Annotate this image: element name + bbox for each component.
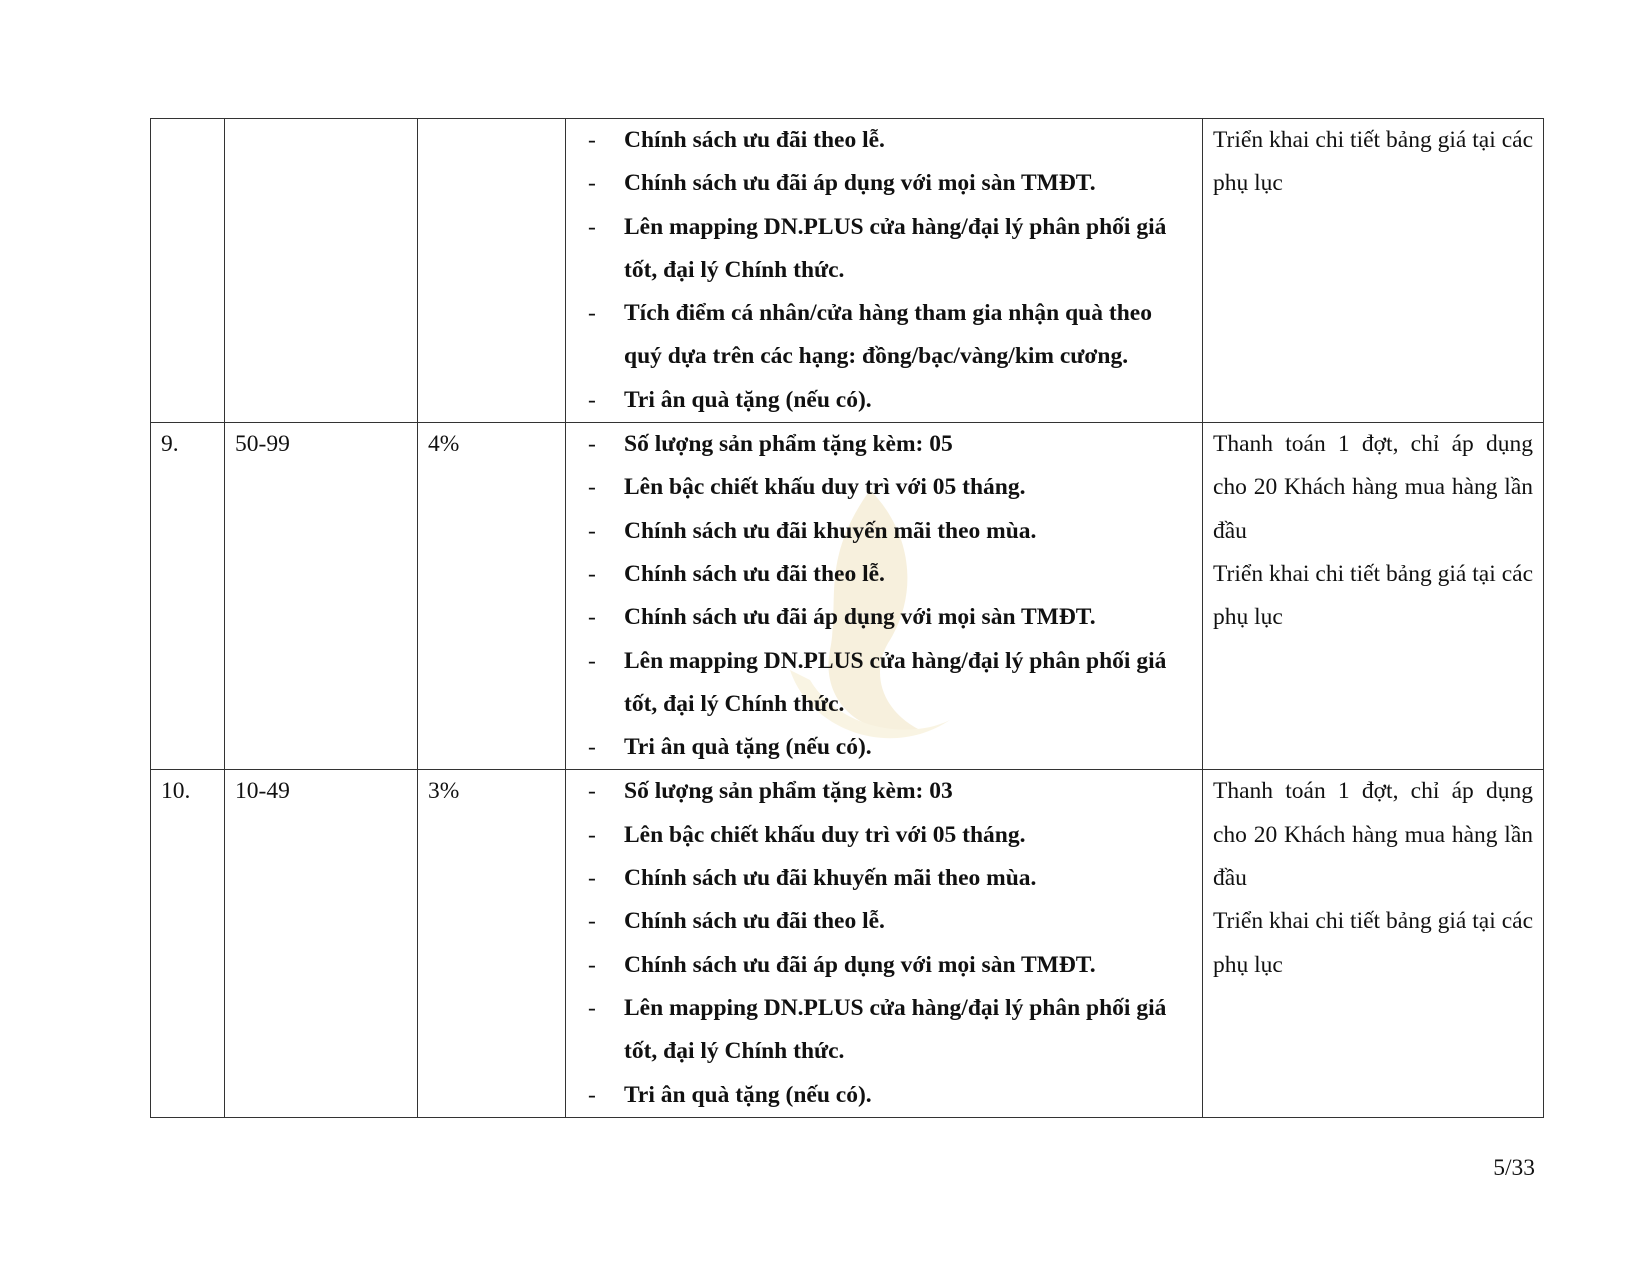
policy-item — [576, 770, 1192, 813]
percent-cell: 3% — [418, 770, 566, 1117]
dash-bullet-icon: - — [588, 865, 596, 892]
policy-table — [150, 118, 1544, 1118]
policy-text: Số lượng sản phẩm tặng kèm: 03 — [624, 778, 953, 805]
dash-bullet-icon: - — [588, 127, 596, 153]
policy-cell — [566, 119, 1203, 423]
percent-cell — [418, 119, 566, 423]
note-cell — [1203, 770, 1544, 1117]
policy-item — [576, 466, 1192, 509]
policy-cell — [566, 423, 1203, 770]
policy-item — [576, 596, 1192, 639]
policy-item — [576, 726, 1192, 769]
dash-bullet-icon: - — [588, 474, 596, 501]
policy-item — [576, 292, 1192, 379]
dash-bullet-icon: - — [588, 994, 596, 1021]
policy-item — [576, 857, 1192, 900]
policy-text: Chính sách ưu đãi áp dụng với mọi sàn TMĐT. — [624, 604, 1096, 631]
policy-text: Chính sách ưu đãi theo lễ. — [624, 127, 885, 153]
policy-text: Số lượng sản phẩm tặng kèm: 05 — [624, 431, 953, 458]
policy-item — [576, 162, 1192, 205]
stt-cell: 10. — [151, 770, 225, 1117]
policy-text: Tri ân quà tặng (nếu có). — [624, 1081, 872, 1108]
dash-bullet-icon: - — [588, 821, 596, 848]
policy-item — [576, 379, 1192, 422]
policy-item — [576, 119, 1192, 162]
policy-text: Lên mapping DN.PLUS cửa hàng/đại lý phân phối giá tốt, đại lý Chính thức. — [624, 647, 1167, 717]
note-text: Triển khai chi tiết bảng giá tại các phụ lục — [1213, 127, 1533, 197]
policy-list — [576, 770, 1192, 1116]
policy-text: Chính sách ưu đãi theo lễ. — [624, 908, 885, 935]
policy-text: Tích điểm cá nhân/cửa hàng tham gia nhận quà theo quý dựa trên các hạng: đồng/bạc/vàng/kim cương. — [624, 300, 1152, 370]
dash-bullet-icon: - — [588, 431, 596, 458]
policy-text: Lên bậc chiết khấu duy trì với 05 tháng. — [624, 474, 1026, 501]
policy-cell — [566, 770, 1203, 1117]
note-cell — [1203, 423, 1544, 770]
dash-bullet-icon: - — [588, 170, 596, 197]
percent-cell: 4% — [418, 423, 566, 770]
policy-list — [576, 119, 1192, 422]
policy-text: Lên mapping DN.PLUS cửa hàng/đại lý phân phối giá tốt, đại lý Chính thức. — [624, 994, 1167, 1065]
policy-text: Lên mapping DN.PLUS cửa hàng/đại lý phân phối giá tốt, đại lý Chính thức. — [624, 213, 1167, 283]
policy-item — [576, 423, 1192, 466]
note-text: Thanh toán 1 đợt, chỉ áp dụng cho 20 Khách hàng mua hàng lần đầu — [1213, 778, 1533, 892]
quantity-cell — [225, 119, 418, 423]
quantity-cell: 50-99 — [225, 423, 418, 770]
dash-bullet-icon: - — [588, 778, 596, 805]
dash-bullet-icon: - — [588, 300, 596, 327]
dash-bullet-icon: - — [588, 734, 596, 761]
policy-item — [576, 640, 1192, 727]
quantity-cell: 10-49 — [225, 770, 418, 1117]
policy-item — [576, 944, 1192, 987]
policy-item — [576, 206, 1192, 293]
table-row — [151, 770, 1544, 1117]
dash-bullet-icon: - — [588, 517, 596, 544]
note-cell — [1203, 119, 1544, 423]
note-text: Triển khai chi tiết bảng giá tại các phụ lục — [1213, 560, 1533, 631]
policy-text: Chính sách ưu đãi áp dụng với mọi sàn TMĐT. — [624, 951, 1096, 978]
table-row — [151, 119, 1544, 423]
policy-text: Chính sách ưu đãi khuyến mãi theo mùa. — [624, 865, 1037, 892]
policy-item — [576, 510, 1192, 553]
policy-text: Lên bậc chiết khấu duy trì với 05 tháng. — [624, 821, 1026, 848]
policy-text: Tri ân quà tặng (nếu có). — [624, 386, 872, 413]
dash-bullet-icon: - — [588, 908, 596, 935]
dash-bullet-icon: - — [588, 213, 596, 240]
page-number: 5/33 — [1493, 1155, 1535, 1181]
policy-item — [576, 1074, 1192, 1117]
policy-list — [576, 423, 1192, 769]
dash-bullet-icon: - — [588, 386, 596, 413]
policy-item — [576, 900, 1192, 943]
policy-item — [576, 814, 1192, 857]
dash-bullet-icon: - — [588, 560, 596, 587]
table-body — [151, 119, 1544, 1118]
stt-cell — [151, 119, 225, 423]
policy-item — [576, 553, 1192, 596]
stt-cell: 9. — [151, 423, 225, 770]
policy-text: Chính sách ưu đãi khuyến mãi theo mùa. — [624, 517, 1037, 544]
note-text: Thanh toán 1 đợt, chỉ áp dụng cho 20 Khách hàng mua hàng lần đầu — [1213, 431, 1533, 544]
policy-text: Chính sách ưu đãi theo lễ. — [624, 560, 885, 587]
dash-bullet-icon: - — [588, 647, 596, 674]
note-text: Triển khai chi tiết bảng giá tại các phụ lục — [1213, 908, 1533, 978]
dash-bullet-icon: - — [588, 951, 596, 978]
dash-bullet-icon: - — [588, 604, 596, 631]
policy-item — [576, 987, 1192, 1074]
policy-text: Chính sách ưu đãi áp dụng với mọi sàn TMĐT. — [624, 170, 1096, 197]
policy-text: Tri ân quà tặng (nếu có). — [624, 734, 872, 761]
dash-bullet-icon: - — [588, 1081, 596, 1108]
table-row — [151, 423, 1544, 770]
